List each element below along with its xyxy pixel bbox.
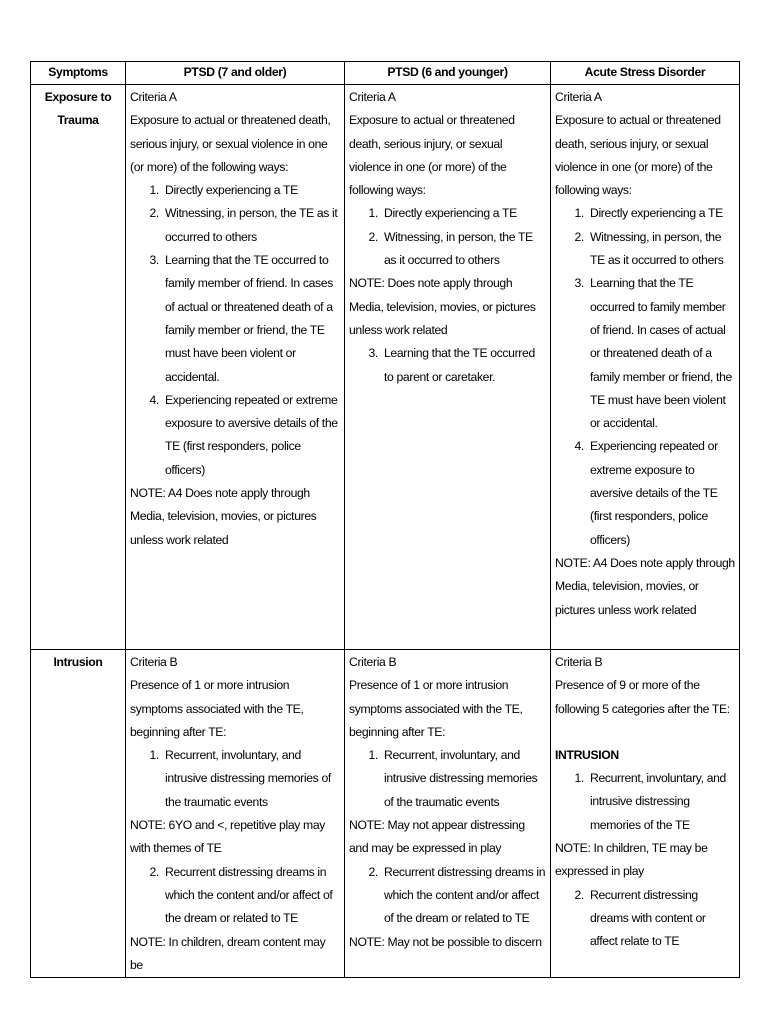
list-item: 2. Witnessing, in person, the TE as it occurred to others (587, 226, 735, 273)
list-item: 1. Recurrent, involuntary, and intrusive distressing memories of the traumatic events (381, 744, 546, 814)
criteria-label: Criteria B (349, 655, 397, 669)
cell-asd-intrusion (551, 650, 740, 978)
criteria-list-continued (349, 861, 546, 931)
list-item: 1. Recurrent, involuntary, and intrusive distressing memories of the traumatic events (162, 744, 340, 814)
criteria-label: Criteria A (130, 90, 177, 104)
criteria-list-continued (349, 342, 546, 389)
criteria-intro: Presence of 1 or more intrusion symptoms associated with the TE, beginning after TE: (130, 678, 304, 739)
list-item: 3. Learning that the TE occurred to parent or caretaker. (381, 342, 546, 389)
list-item: 2. Witnessing, in person, the TE as it occurred to others (381, 226, 546, 273)
criteria-intro: Presence of 1 or more intrusion symptoms associated with the TE, beginning after TE: (349, 678, 523, 739)
criteria-list (349, 744, 546, 814)
criteria-intro: Exposure to actual or threatened death, serious injury, or sexual violence in one (or more) of the following ways: (555, 113, 721, 198)
list-item: 2. Witnessing, in person, the TE as it occurred to others (162, 202, 340, 249)
criteria-list (555, 767, 735, 837)
criteria-list (130, 744, 340, 814)
criteria-label: Criteria B (130, 655, 178, 669)
criteria-list-continued (555, 884, 735, 954)
criteria-intro: Presence of 9 or more of the following 5 categories after the TE: (555, 678, 730, 716)
list-item: 1. Directly experiencing a TE (587, 202, 735, 225)
cell-ptsd7-intrusion (126, 650, 345, 978)
table-header-row (31, 62, 740, 85)
criteria-intro: Exposure to actual or threatened death, serious injury, or sexual violence in one (or more) of the following ways: (349, 113, 515, 198)
criteria-note: NOTE: In children, TE may be expressed in play (555, 841, 708, 879)
section-heading: INTRUSION (555, 747, 619, 762)
criteria-label: Criteria A (555, 90, 602, 104)
criteria-note: NOTE: In children, dream content may be (130, 934, 326, 972)
list-item: 2. Recurrent distressing dreams with content or affect relate to TE (587, 884, 735, 954)
list-item: 1. Recurrent, involuntary, and intrusive distressing memories of the TE (587, 767, 735, 837)
table-row-intrusion (31, 650, 740, 978)
criteria-intro: Exposure to actual or threatened death, serious injury, or sexual violence in one (or more) of the following ways: (130, 113, 331, 174)
criteria-list (349, 202, 546, 272)
list-item: 4. Experiencing repeated or extreme exposure to aversive details of the TE (first responders, police officers) (162, 389, 340, 482)
header-ptsd-6-and-younger: PTSD (6 and younger) (345, 62, 551, 85)
criteria-label: Criteria B (555, 655, 603, 669)
list-item: 3. Learning that the TE occurred to family member of friend. In cases of actual or threatened death of a family member or friend, the TE must have been violent or accidental. (587, 272, 735, 435)
cell-ptsd6-intrusion (345, 650, 551, 978)
criteria-list (130, 179, 340, 482)
list-item: 2. Recurrent distressing dreams in which the content and/or affect of the dream or related to TE (381, 861, 546, 931)
cell-asd-exposure (551, 85, 740, 650)
spacer (555, 721, 735, 744)
table-row-exposure (31, 85, 740, 650)
criteria-list-continued (130, 861, 340, 931)
header-acute-stress-disorder: Acute Stress Disorder (551, 62, 740, 85)
criteria-note: NOTE: May not appear distressing and may be expressed in play (349, 818, 525, 856)
list-item: 4. Experiencing repeated or extreme exposure to aversive details of the TE (first responders, police officers) (587, 435, 735, 551)
symptom-cell: Exposure to Trauma (31, 85, 126, 650)
criteria-note: NOTE: A4 Does note apply through Media, television, movies, or pictures unless work related (130, 486, 317, 547)
criteria-label: Criteria A (349, 90, 396, 104)
header-symptoms: Symptoms (31, 62, 126, 85)
list-item: 1. Directly experiencing a TE (162, 179, 340, 202)
criteria-note: NOTE: 6YO and <, repetitive play may with themes of TE (130, 818, 326, 856)
criteria-note: NOTE: May not be possible to discern (349, 934, 542, 949)
criteria-note: NOTE: A4 Does note apply through Media, television, movies, or pictures unless work related (555, 555, 735, 617)
cell-ptsd7-exposure (126, 85, 345, 650)
header-ptsd-7-and-older: PTSD (7 and older) (126, 62, 345, 85)
list-item: 2. Recurrent distressing dreams in which the content and/or affect of the dream or related to TE (162, 861, 340, 931)
list-item: 1. Directly experiencing a TE (381, 202, 546, 225)
symptom-cell: Intrusion (31, 650, 126, 978)
symptom-comparison-table (30, 61, 740, 978)
list-item: 3. Learning that the TE occurred to family member of friend. In cases of actual or threatened death of a family member or friend, the TE must have been violent or accidental. (162, 249, 340, 389)
criteria-list (555, 202, 735, 551)
cell-ptsd6-exposure (345, 85, 551, 650)
criteria-note: NOTE: Does note apply through Media, television, movies, or pictures unless work related (349, 276, 536, 337)
